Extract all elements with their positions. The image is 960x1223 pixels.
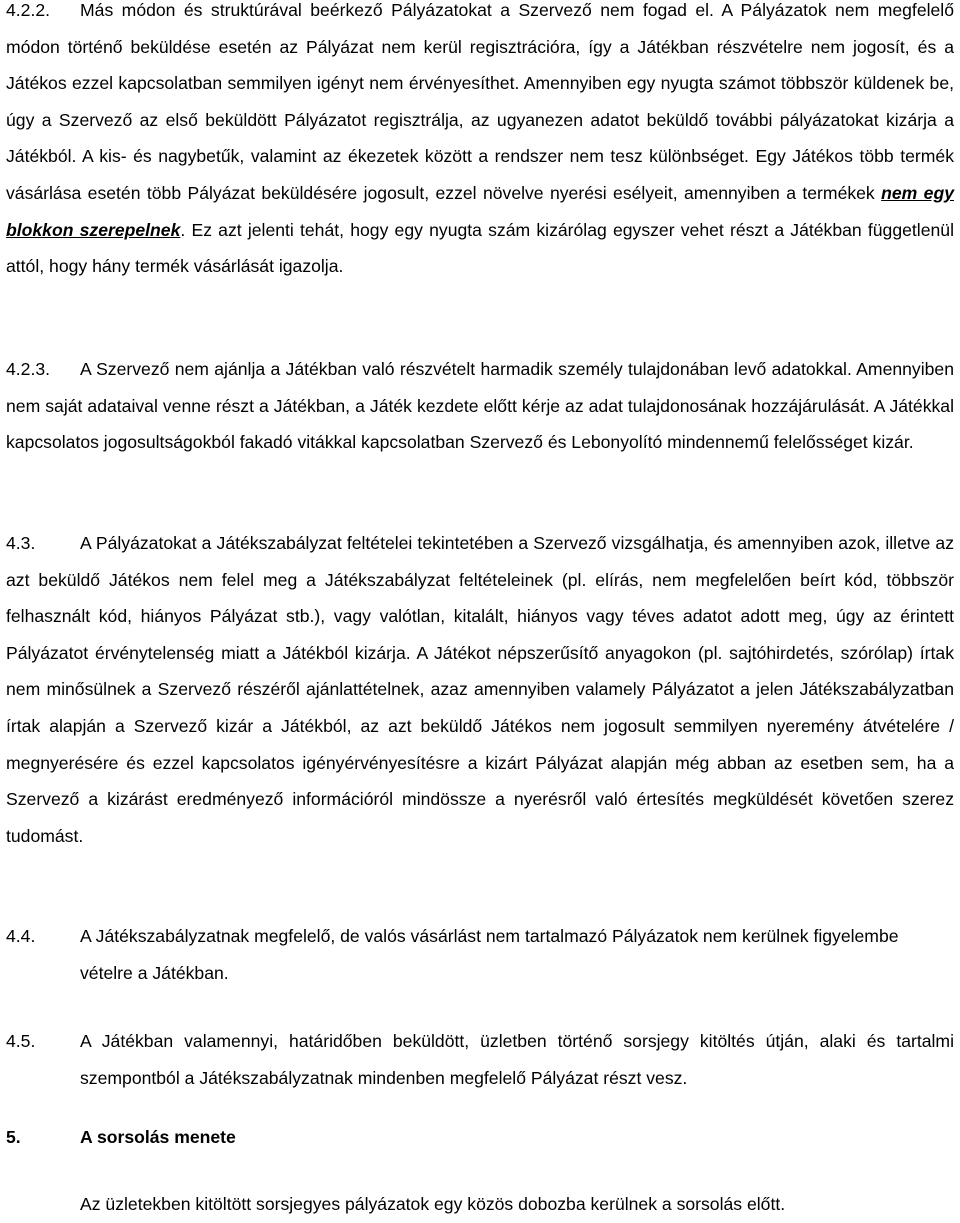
emphasized-text: nem egy blokkon szerepelnek xyxy=(6,182,954,240)
paragraph-4-3 xyxy=(6,525,954,854)
paragraph-number: 4.3. xyxy=(6,533,36,553)
paragraph-number: 4.2.2. xyxy=(6,0,51,20)
paragraph-number: 4.2.3. xyxy=(6,359,51,379)
paragraph-text: A Játékszabályzatnak megfelelő, de valós vásárlást nem tartalmazó Pályázatok nem kerülnek figyelembe vételre a Játékban. xyxy=(80,926,899,983)
paragraph-text: A Játékban valamennyi, határidőben beküldött, üzletben történő sorsjegy kitöltés útján, alaki és tartalmi szempontból a Játékszabályzatnak mindenben megfelelő Pályázat részt vesz. xyxy=(80,1031,954,1088)
section-5-text xyxy=(80,1186,954,1223)
paragraph-text: Más módon és struktúrával beérkező Pályázatokat a Szervező nem fogad el. A Pályázatok nem megfelelő módon történő beküldése esetén az Pályázat nem kerül regisztrációra, így a Játékban részvételre nem jogosít, és a Játékos ezzel kapcsolatban semmilyen igényt nem érvényesíthet. Amennyiben egy nyugta számot többször küldenek be, úgy a Szervező az első beküldött Pályázatot regisztrálja, az ugyanezen adatot beküldő további pályázatokat kizárja a Játékból. A kis- és nagybetűk, valamint az ékezetek között a rendszer nem tesz különbséget. Egy Játékos több termék vásárlása esetén több Pályázat beküldésére jogosult, ezzel növelve nyerési esélyeit, amennyiben a termékek xyxy=(6,0,954,203)
paragraph-text-continued: . Ez azt jelenti tehát, hogy egy nyugta szám kizárólag egyszer vehet részt a Játékban függetlenül attól, hogy hány termék vásárlását igazolja. xyxy=(6,219,954,277)
paragraph-4-5 xyxy=(80,1023,954,1096)
paragraph-text: A Pályázatokat a Játékszabályzat feltételei tekintetében a Szervező vizsgálhatja, és amennyiben azok, illetve az azt beküldő Játékos nem felel meg a Játékszabályzat feltételeinek (pl. elírás, nem megfelelően beírt kód, többször felhasznált kód, hiányos Pályázat stb.), vagy valótlan, kitalált, hiányos vagy téves adatot adott meg, úgy az érintett Pályázatot érvénytelenség miatt a Játékból kizárja. A Játékot népszerűsítő anyagokon (pl. sajtóhirdetés, szórólap) írtak nem minősülnek a Szervező részéről ajánlattételnek, azaz amennyiben valamely Pályázatot a jelen Játékszabályzatban írtak alapján a Szervező kizár a Játékból, az azt beküldő Játékos nem jogosult semmilyen nyeremény átvételére / megnyerésére és ezzel kapcsolatos igényérvényesítésre a kizárt Pályázat alapján még abban az esetben sem, ha a Szervező a kizárást eredményező információról mindössze a nyerésről való értesítés megküldését követően szerez tudomást. xyxy=(6,533,954,846)
paragraph-4-2-2 xyxy=(6,0,954,285)
paragraph-text: A Szervező nem ajánlja a Játékban való részvételt harmadik személy tulajdonában levő adatokkal. Amennyiben nem saját adataival venne részt a Játékban, a Játék kezdete előtt kérje az adat tulajdonosának hozzájárulását. A Játékkal kapcsolatos jogosultságokból fakadó vitákkal kapcsolatban Szervező és Lebonyolító mindennemű felelősséget kizár. xyxy=(6,359,954,453)
paragraph-text: Az üzletekben kitöltött sorsjegyes pályázatok egy közös dobozba kerülnek a sorsolás előtt. xyxy=(80,1194,786,1214)
paragraph-4-2-3 xyxy=(6,351,954,461)
paragraph-number-4-5: 4.5. xyxy=(6,1031,36,1051)
paragraph-number-4-4: 4.4. xyxy=(6,926,36,946)
section-title: A sorsolás menete xyxy=(80,1127,236,1147)
section-number-5: 5. xyxy=(6,1127,21,1147)
paragraph-4-4 xyxy=(80,918,954,991)
